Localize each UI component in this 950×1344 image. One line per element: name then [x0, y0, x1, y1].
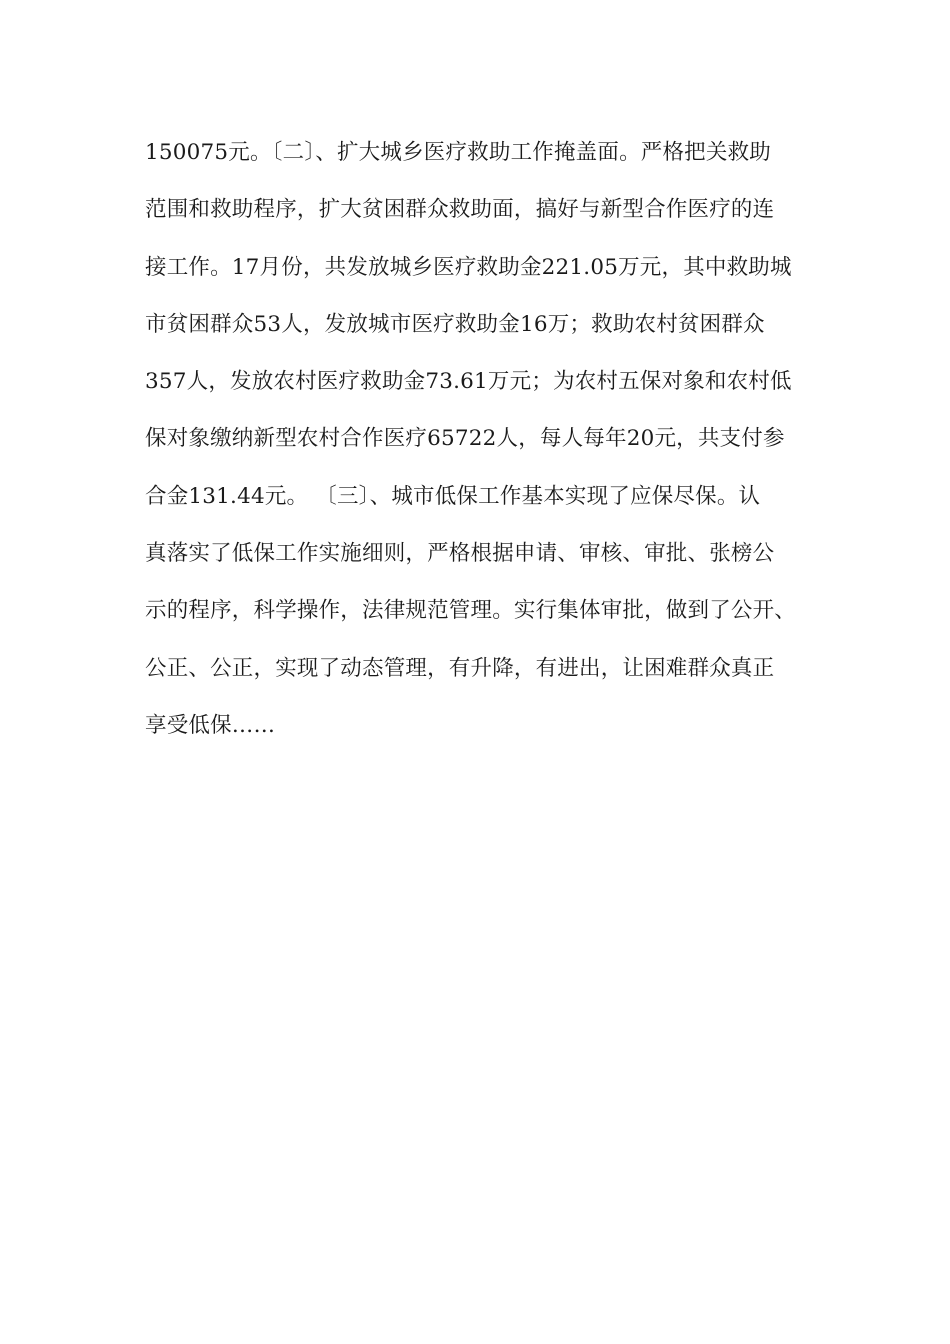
text-line: 公正、公正，实现了动态管理，有升降，有进出，让困难群众真正 [145, 655, 775, 681]
body-text [145, 130, 825, 760]
text-line: 接工作。17月份，共发放城乡医疗救助金221.05万元，其中救助城 [145, 254, 792, 280]
text-line: 范围和救助程序，扩大贫困群众救助面，搞好与新型合作医疗的连 [145, 197, 775, 223]
text-line: 市贫困群众53人，发放城市医疗救助金16万；救助农村贫困群众 [145, 311, 765, 337]
text-line: 保对象缴纳新型农村合作医疗65722人，每人每年20元，共支付参 [145, 426, 785, 452]
text-line: 享受低保…… [145, 712, 276, 738]
text-line: 示的程序，科学操作，法律规范管理。实行集体审批，做到了公开、 [145, 598, 797, 624]
text-line: 合金131.44元。 〔三〕、城市低保工作基本实现了应保尽保。认 [145, 483, 761, 509]
text-line: 357人，发放农村医疗救助金73.61万元；为农村五保对象和农村低 [145, 369, 792, 395]
text-line: 真落实了低保工作实施细则，严格根据申请、审核、审批、张榜公 [145, 541, 775, 567]
text-line: 150075元。〔二〕、扩大城乡医疗救助工作掩盖面。严格把关救助 [145, 140, 771, 165]
